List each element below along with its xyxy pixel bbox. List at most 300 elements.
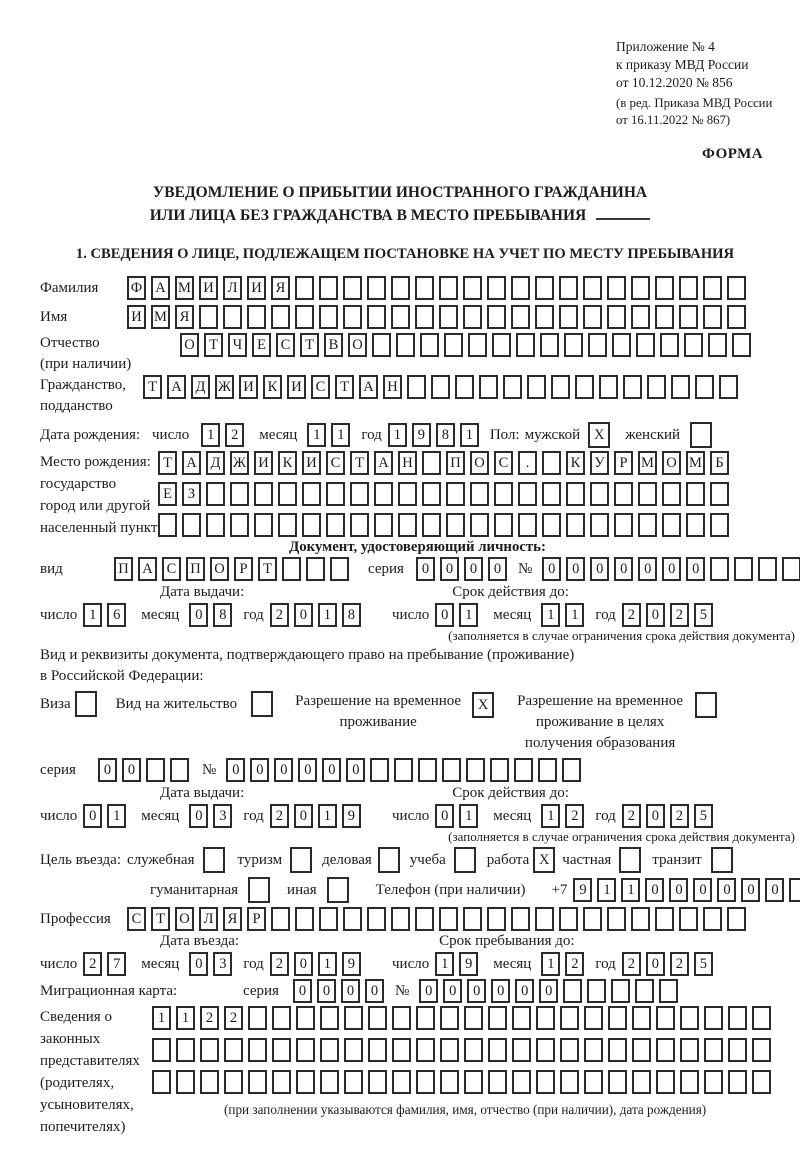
form-cell[interactable]	[464, 1038, 483, 1062]
form-cell[interactable]: 0	[491, 979, 510, 1003]
form-cell[interactable]	[527, 375, 546, 399]
form-cell[interactable]	[711, 847, 733, 873]
form-cell[interactable]: М	[638, 451, 657, 475]
form-cell[interactable]	[488, 1070, 507, 1094]
form-cell[interactable]: И	[302, 451, 321, 475]
form-cell[interactable]	[422, 513, 441, 537]
form-cell[interactable]: 0	[341, 979, 360, 1003]
form-cell[interactable]: 2	[622, 804, 641, 828]
form-cell[interactable]: 1	[176, 1006, 195, 1030]
form-cell[interactable]: 0	[416, 557, 435, 581]
form-cell[interactable]: 1	[435, 952, 454, 976]
form-cell[interactable]	[631, 907, 650, 931]
form-cell[interactable]: М	[686, 451, 705, 475]
form-cell[interactable]: 0	[294, 804, 313, 828]
form-cell[interactable]	[296, 1070, 315, 1094]
form-cell[interactable]: 8	[342, 603, 361, 627]
form-cell[interactable]: 2	[200, 1006, 219, 1030]
form-cell[interactable]	[536, 1038, 555, 1062]
form-cell[interactable]	[330, 557, 349, 581]
form-cell[interactable]	[368, 1070, 387, 1094]
form-cell[interactable]	[559, 276, 578, 300]
form-cell[interactable]: 0	[539, 979, 558, 1003]
form-cell[interactable]	[494, 513, 513, 537]
form-cell[interactable]	[540, 333, 559, 357]
form-cell[interactable]	[295, 276, 314, 300]
form-cell[interactable]	[752, 1006, 771, 1030]
form-cell[interactable]: Т	[335, 375, 354, 399]
form-cell[interactable]: 0	[669, 878, 688, 902]
form-cell[interactable]	[511, 305, 530, 329]
form-cell[interactable]: 1	[565, 603, 584, 627]
form-cell[interactable]	[536, 1070, 555, 1094]
form-cell[interactable]	[512, 1070, 531, 1094]
form-cell[interactable]	[536, 1006, 555, 1030]
form-cell[interactable]: 3	[213, 952, 232, 976]
form-cell[interactable]	[487, 305, 506, 329]
form-cell[interactable]	[251, 691, 273, 717]
form-cell[interactable]	[320, 1070, 339, 1094]
form-cell[interactable]: Я	[223, 907, 242, 931]
form-cell[interactable]	[607, 276, 626, 300]
form-cell[interactable]: А	[167, 375, 186, 399]
form-cell[interactable]	[680, 1070, 699, 1094]
form-cell[interactable]	[176, 1038, 195, 1062]
form-cell[interactable]	[623, 375, 642, 399]
form-cell[interactable]	[679, 907, 698, 931]
form-cell[interactable]	[703, 276, 722, 300]
form-cell[interactable]	[631, 305, 650, 329]
form-cell[interactable]	[583, 276, 602, 300]
form-cell[interactable]	[327, 877, 349, 903]
form-cell[interactable]	[656, 1038, 675, 1062]
form-cell[interactable]: 0	[741, 878, 760, 902]
form-cell[interactable]: 0	[122, 758, 141, 782]
form-cell[interactable]: 0	[645, 878, 664, 902]
form-cell[interactable]	[488, 1038, 507, 1062]
form-cell[interactable]	[679, 305, 698, 329]
form-cell[interactable]: И	[287, 375, 306, 399]
form-cell[interactable]: А	[359, 375, 378, 399]
form-cell[interactable]: К	[263, 375, 282, 399]
form-cell[interactable]: Ч	[228, 333, 247, 357]
form-cell[interactable]	[75, 691, 97, 717]
form-cell[interactable]	[728, 1006, 747, 1030]
form-cell[interactable]: 0	[638, 557, 657, 581]
form-cell[interactable]	[583, 305, 602, 329]
form-cell[interactable]: В	[324, 333, 343, 357]
form-cell[interactable]	[632, 1070, 651, 1094]
form-cell[interactable]	[492, 333, 511, 357]
form-cell[interactable]	[560, 1006, 579, 1030]
form-cell[interactable]	[470, 513, 489, 537]
form-cell[interactable]	[254, 482, 273, 506]
form-cell[interactable]	[391, 907, 410, 931]
form-cell[interactable]	[392, 1038, 411, 1062]
form-cell[interactable]: М	[175, 276, 194, 300]
form-cell[interactable]: X	[533, 847, 555, 873]
form-cell[interactable]	[368, 1006, 387, 1030]
form-cell[interactable]	[560, 1038, 579, 1062]
form-cell[interactable]: 3	[213, 804, 232, 828]
form-cell[interactable]	[708, 333, 727, 357]
form-cell[interactable]	[516, 333, 535, 357]
form-cell[interactable]	[440, 1038, 459, 1062]
form-cell[interactable]	[439, 907, 458, 931]
form-cell[interactable]: П	[186, 557, 205, 581]
form-cell[interactable]	[710, 482, 729, 506]
form-cell[interactable]	[272, 1070, 291, 1094]
form-cell[interactable]	[727, 305, 746, 329]
form-cell[interactable]	[396, 333, 415, 357]
form-cell[interactable]	[728, 1038, 747, 1062]
form-cell[interactable]: 2	[270, 603, 289, 627]
form-cell[interactable]: К	[566, 451, 585, 475]
form-cell[interactable]: Т	[143, 375, 162, 399]
form-cell[interactable]	[200, 1070, 219, 1094]
form-cell[interactable]: Ж	[215, 375, 234, 399]
form-cell[interactable]: О	[175, 907, 194, 931]
form-cell[interactable]: Е	[252, 333, 271, 357]
form-cell[interactable]: 0	[419, 979, 438, 1003]
form-cell[interactable]	[415, 276, 434, 300]
form-cell[interactable]	[463, 305, 482, 329]
form-cell[interactable]: 1	[541, 952, 560, 976]
form-cell[interactable]	[271, 907, 290, 931]
form-cell[interactable]: 0	[189, 952, 208, 976]
form-cell[interactable]: 6	[107, 603, 126, 627]
form-cell[interactable]	[638, 513, 657, 537]
form-cell[interactable]: 0	[614, 557, 633, 581]
form-cell[interactable]: 0	[646, 603, 665, 627]
form-cell[interactable]: 1	[621, 878, 640, 902]
form-cell[interactable]: М	[151, 305, 170, 329]
form-cell[interactable]: Б	[710, 451, 729, 475]
form-cell[interactable]	[535, 276, 554, 300]
form-cell[interactable]	[542, 451, 561, 475]
form-cell[interactable]	[518, 513, 537, 537]
form-cell[interactable]	[230, 482, 249, 506]
form-cell[interactable]: О	[662, 451, 681, 475]
form-cell[interactable]	[152, 1070, 171, 1094]
form-cell[interactable]	[727, 907, 746, 931]
form-cell[interactable]: 0	[566, 557, 585, 581]
form-cell[interactable]: Н	[398, 451, 417, 475]
form-cell[interactable]	[680, 1038, 699, 1062]
form-cell[interactable]	[487, 276, 506, 300]
form-cell[interactable]: 2	[670, 804, 689, 828]
form-cell[interactable]	[416, 1006, 435, 1030]
form-cell[interactable]	[203, 847, 225, 873]
form-cell[interactable]	[647, 375, 666, 399]
form-cell[interactable]	[655, 907, 674, 931]
form-cell[interactable]	[468, 333, 487, 357]
form-cell[interactable]: 0	[443, 979, 462, 1003]
form-cell[interactable]: А	[138, 557, 157, 581]
form-cell[interactable]	[564, 333, 583, 357]
form-cell[interactable]: Л	[199, 907, 218, 931]
form-cell[interactable]	[296, 1038, 315, 1062]
form-cell[interactable]	[656, 1070, 675, 1094]
form-cell[interactable]	[415, 907, 434, 931]
form-cell[interactable]: 9	[459, 952, 478, 976]
form-cell[interactable]: 0	[686, 557, 705, 581]
form-cell[interactable]	[719, 375, 738, 399]
form-cell[interactable]	[710, 513, 729, 537]
form-cell[interactable]	[655, 276, 674, 300]
form-cell[interactable]: 2	[270, 952, 289, 976]
form-cell[interactable]: X	[472, 692, 494, 718]
form-cell[interactable]	[343, 276, 362, 300]
form-cell[interactable]	[542, 513, 561, 537]
form-cell[interactable]	[247, 305, 266, 329]
form-cell[interactable]	[662, 513, 681, 537]
form-cell[interactable]: 1	[331, 423, 350, 447]
form-cell[interactable]	[632, 1006, 651, 1030]
form-cell[interactable]: Т	[158, 451, 177, 475]
form-cell[interactable]	[566, 482, 585, 506]
form-cell[interactable]: Р	[234, 557, 253, 581]
form-cell[interactable]: Е	[158, 482, 177, 506]
form-cell[interactable]	[710, 557, 729, 581]
form-cell[interactable]	[490, 758, 509, 782]
form-cell[interactable]: 1	[307, 423, 326, 447]
form-cell[interactable]	[439, 276, 458, 300]
form-cell[interactable]: 1	[459, 603, 478, 627]
form-cell[interactable]	[584, 1006, 603, 1030]
form-cell[interactable]	[659, 979, 678, 1003]
form-cell[interactable]	[464, 1006, 483, 1030]
form-cell[interactable]	[660, 333, 679, 357]
form-cell[interactable]	[590, 513, 609, 537]
form-cell[interactable]	[444, 333, 463, 357]
form-cell[interactable]	[695, 692, 717, 718]
form-cell[interactable]: 0	[488, 557, 507, 581]
form-cell[interactable]	[686, 513, 705, 537]
form-cell[interactable]	[182, 513, 201, 537]
form-cell[interactable]: 1	[201, 423, 220, 447]
form-cell[interactable]	[350, 513, 369, 537]
form-cell[interactable]	[282, 557, 301, 581]
form-cell[interactable]	[398, 513, 417, 537]
form-cell[interactable]: Р	[247, 907, 266, 931]
form-cell[interactable]: 2	[670, 603, 689, 627]
form-cell[interactable]	[503, 375, 522, 399]
form-cell[interactable]: 1	[318, 804, 337, 828]
form-cell[interactable]	[631, 276, 650, 300]
form-cell[interactable]: 0	[693, 878, 712, 902]
form-cell[interactable]	[487, 907, 506, 931]
form-cell[interactable]	[248, 1070, 267, 1094]
form-cell[interactable]	[374, 482, 393, 506]
form-cell[interactable]: 0	[464, 557, 483, 581]
form-cell[interactable]: 5	[694, 603, 713, 627]
form-cell[interactable]	[488, 1006, 507, 1030]
form-cell[interactable]	[272, 1038, 291, 1062]
form-cell[interactable]	[608, 1038, 627, 1062]
form-cell[interactable]	[296, 1006, 315, 1030]
form-cell[interactable]	[588, 333, 607, 357]
form-cell[interactable]	[635, 979, 654, 1003]
form-cell[interactable]	[599, 375, 618, 399]
form-cell[interactable]: 2	[622, 603, 641, 627]
form-cell[interactable]: 0	[322, 758, 341, 782]
form-cell[interactable]: 2	[224, 1006, 243, 1030]
form-cell[interactable]	[170, 758, 189, 782]
form-cell[interactable]: И	[247, 276, 266, 300]
form-cell[interactable]: З	[182, 482, 201, 506]
form-cell[interactable]	[320, 1006, 339, 1030]
form-cell[interactable]	[391, 276, 410, 300]
form-cell[interactable]	[632, 1038, 651, 1062]
form-cell[interactable]	[611, 979, 630, 1003]
form-cell[interactable]	[734, 557, 753, 581]
form-cell[interactable]: 0	[662, 557, 681, 581]
form-cell[interactable]: 1	[318, 603, 337, 627]
form-cell[interactable]	[636, 333, 655, 357]
form-cell[interactable]: С	[494, 451, 513, 475]
form-cell[interactable]: 5	[694, 952, 713, 976]
form-cell[interactable]	[704, 1038, 723, 1062]
form-cell[interactable]	[440, 1070, 459, 1094]
form-cell[interactable]	[302, 513, 321, 537]
form-cell[interactable]	[590, 482, 609, 506]
form-cell[interactable]	[584, 1070, 603, 1094]
form-cell[interactable]	[464, 1070, 483, 1094]
form-cell[interactable]	[422, 482, 441, 506]
form-cell[interactable]	[560, 1070, 579, 1094]
form-cell[interactable]	[343, 305, 362, 329]
form-cell[interactable]	[344, 1038, 363, 1062]
form-cell[interactable]	[542, 482, 561, 506]
form-cell[interactable]	[224, 1038, 243, 1062]
form-cell[interactable]	[479, 375, 498, 399]
form-cell[interactable]	[199, 305, 218, 329]
form-cell[interactable]	[319, 907, 338, 931]
form-cell[interactable]: 2	[622, 952, 641, 976]
form-cell[interactable]	[562, 758, 581, 782]
form-cell[interactable]: 2	[565, 952, 584, 976]
form-cell[interactable]	[466, 758, 485, 782]
form-cell[interactable]	[566, 513, 585, 537]
form-cell[interactable]	[563, 979, 582, 1003]
form-cell[interactable]	[418, 758, 437, 782]
form-cell[interactable]: Т	[151, 907, 170, 931]
form-cell[interactable]: 0	[646, 952, 665, 976]
form-cell[interactable]	[350, 482, 369, 506]
form-cell[interactable]: 0	[435, 804, 454, 828]
form-cell[interactable]	[344, 1006, 363, 1030]
form-cell[interactable]: А	[374, 451, 393, 475]
form-cell[interactable]	[690, 422, 712, 448]
form-cell[interactable]	[575, 375, 594, 399]
form-cell[interactable]	[446, 482, 465, 506]
form-cell[interactable]: 5	[694, 804, 713, 828]
form-cell[interactable]	[378, 847, 400, 873]
form-cell[interactable]: И	[127, 305, 146, 329]
form-cell[interactable]	[440, 1006, 459, 1030]
form-cell[interactable]	[686, 482, 705, 506]
form-cell[interactable]	[607, 305, 626, 329]
form-cell[interactable]	[494, 482, 513, 506]
form-cell[interactable]	[368, 1038, 387, 1062]
form-cell[interactable]	[638, 482, 657, 506]
form-cell[interactable]: Т	[204, 333, 223, 357]
form-cell[interactable]: Р	[614, 451, 633, 475]
form-cell[interactable]	[431, 375, 450, 399]
form-cell[interactable]	[671, 375, 690, 399]
form-cell[interactable]: Т	[258, 557, 277, 581]
form-cell[interactable]	[367, 276, 386, 300]
form-cell[interactable]: И	[239, 375, 258, 399]
form-cell[interactable]	[398, 482, 417, 506]
form-cell[interactable]	[559, 305, 578, 329]
form-cell[interactable]	[511, 276, 530, 300]
form-cell[interactable]	[728, 1070, 747, 1094]
form-cell[interactable]: 0	[250, 758, 269, 782]
form-cell[interactable]: А	[182, 451, 201, 475]
form-cell[interactable]: 1	[459, 804, 478, 828]
form-cell[interactable]	[454, 847, 476, 873]
form-cell[interactable]: С	[162, 557, 181, 581]
form-cell[interactable]	[512, 1038, 531, 1062]
form-cell[interactable]	[326, 482, 345, 506]
form-cell[interactable]	[392, 1006, 411, 1030]
form-cell[interactable]	[535, 907, 554, 931]
form-cell[interactable]	[306, 557, 325, 581]
form-cell[interactable]	[248, 1006, 267, 1030]
form-cell[interactable]	[200, 1038, 219, 1062]
form-cell[interactable]: 0	[717, 878, 736, 902]
form-cell[interactable]	[732, 333, 751, 357]
form-cell[interactable]: 0	[226, 758, 245, 782]
form-cell[interactable]	[319, 276, 338, 300]
form-cell[interactable]	[680, 1006, 699, 1030]
form-cell[interactable]: И	[199, 276, 218, 300]
form-cell[interactable]	[254, 513, 273, 537]
form-cell[interactable]: О	[180, 333, 199, 357]
form-cell[interactable]	[278, 513, 297, 537]
form-cell[interactable]	[295, 305, 314, 329]
form-cell[interactable]: О	[348, 333, 367, 357]
form-cell[interactable]: И	[254, 451, 273, 475]
form-cell[interactable]	[344, 1070, 363, 1094]
form-cell[interactable]	[608, 1006, 627, 1030]
form-cell[interactable]	[704, 1070, 723, 1094]
form-cell[interactable]	[662, 482, 681, 506]
form-cell[interactable]	[319, 305, 338, 329]
form-cell[interactable]	[367, 907, 386, 931]
form-cell[interactable]: 0	[274, 758, 293, 782]
form-cell[interactable]: 0	[440, 557, 459, 581]
form-cell[interactable]: 0	[317, 979, 336, 1003]
form-cell[interactable]	[420, 333, 439, 357]
form-cell[interactable]: Я	[175, 305, 194, 329]
form-cell[interactable]	[612, 333, 631, 357]
form-cell[interactable]: 0	[189, 804, 208, 828]
form-cell[interactable]	[789, 878, 800, 902]
form-cell[interactable]	[656, 1006, 675, 1030]
form-cell[interactable]: 1	[460, 423, 479, 447]
form-cell[interactable]	[703, 907, 722, 931]
form-cell[interactable]	[248, 1038, 267, 1062]
form-cell[interactable]: 1	[83, 603, 102, 627]
form-cell[interactable]	[446, 513, 465, 537]
form-cell[interactable]: 1	[541, 804, 560, 828]
form-cell[interactable]: С	[326, 451, 345, 475]
form-cell[interactable]	[206, 482, 225, 506]
form-cell[interactable]	[679, 276, 698, 300]
